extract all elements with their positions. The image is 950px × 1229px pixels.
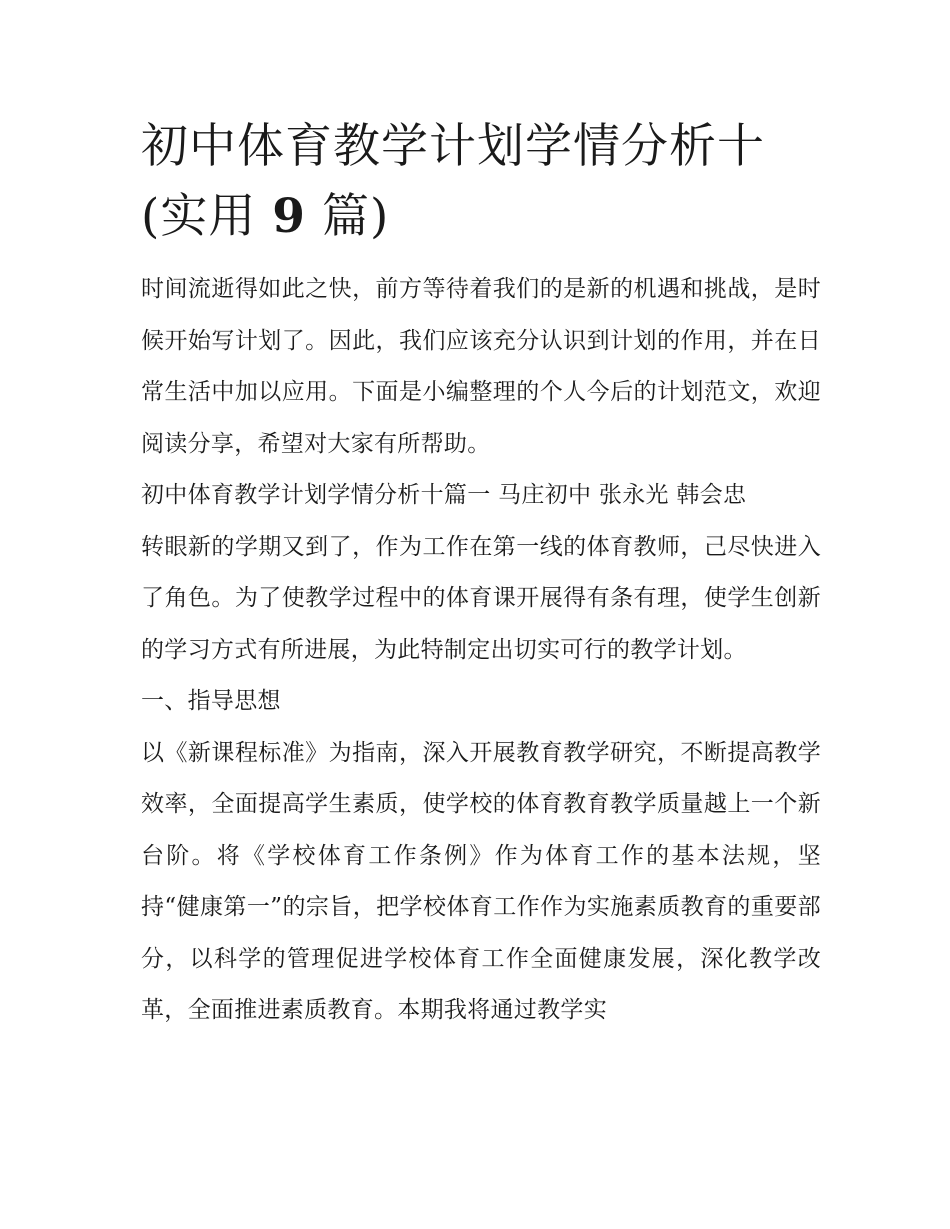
document-title — [141, 112, 821, 252]
title-line-1: 初中体育教学计划学情分析十 — [141, 119, 765, 174]
guiding-thought-paragraph: 以《新课程标准》为指南，深入开展教育教学研究，不断提高教学效率，全面提高学生素质，使学校的体育教育教学质量越上一个新台阶。将《学校体育工作条例》作为体育工作的基本法规，坚持“健康第一”的宗旨，把学校体育工作作为实施素质教育的重要部分，以科学的管理促进学校体育工作全面健康发展，深化教学改革，全面推进素质教育。本期我将通过教学实 — [141, 739, 821, 1023]
intro-paragraph: 时间流逝得如此之快，前方等待着我们的是新的机遇和挑战，是时候开始写计划了。因此，我们应该充分认识到计划的作用，并在日常生活中加以应用。下面是小编整理的个人今后的计划范文，欢迎阅读分享，希望对大家有所帮助。 — [141, 276, 821, 457]
opening-paragraph: 转眼新的学期又到了，作为工作在第一线的体育教师，己尽快进入了角色。为了使教学过程中的体育课开展得有条有理，使学生创新的学习方式有所进展，为此特制定出切实可行的教学计划。 — [141, 533, 821, 663]
title-line-2-prefix: (实用 — [141, 189, 257, 244]
document-body — [141, 112, 821, 1037]
title-line-2-number: 9 — [272, 189, 306, 244]
section-heading-author-line: 初中体育教学计划学情分析十篇一 马庄初中 张永光 韩会忠 — [141, 482, 747, 508]
section-heading-guiding-thought: 一、指导思想 — [141, 688, 281, 714]
title-line-2-suffix: 篇) — [321, 189, 390, 244]
